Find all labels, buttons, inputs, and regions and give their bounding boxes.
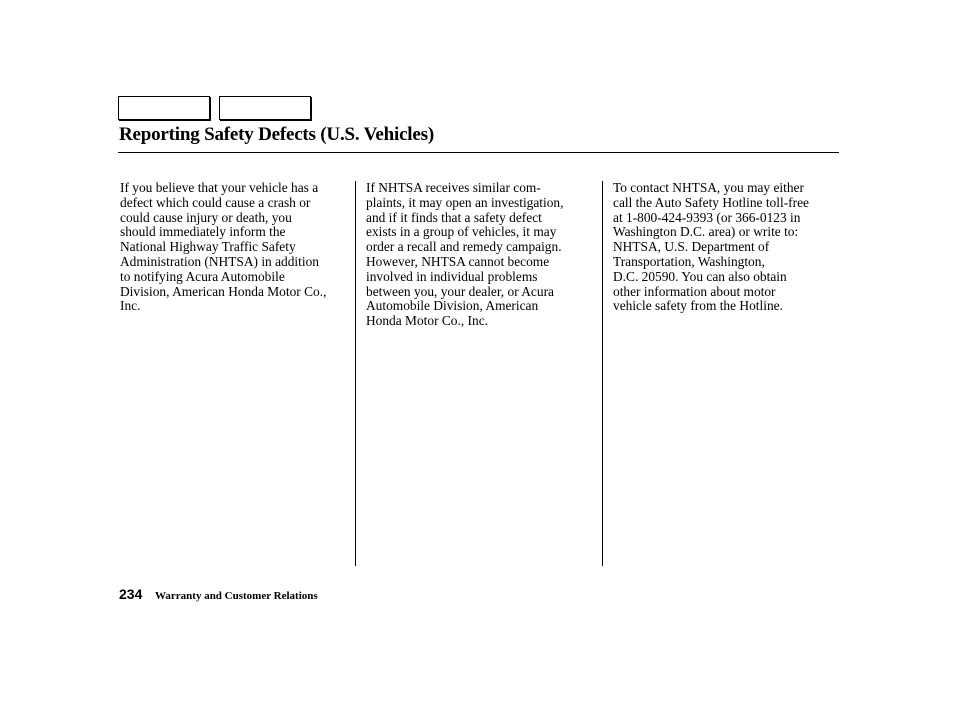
text-line: involved in individual problems xyxy=(366,268,538,284)
text-line: plaints, it may open an investigation, xyxy=(366,194,564,210)
text-line: vehicle safety from the Hotline. xyxy=(613,298,783,314)
text-line: NHTSA, U.S. Department of xyxy=(613,239,770,255)
text-line: National Highway Traffic Safety xyxy=(120,239,296,255)
text-column-2 xyxy=(366,181,598,329)
text-line: other information about motor xyxy=(613,283,776,299)
text-line: Honda Motor Co., Inc. xyxy=(366,313,488,329)
text-line: If NHTSA receives similar com- xyxy=(366,180,541,195)
column-divider xyxy=(355,181,356,566)
text-line: Division, American Honda Motor Co., xyxy=(120,283,327,299)
text-line: Automobile Division, American xyxy=(366,298,539,314)
text-line: order a recall and remedy campaign. xyxy=(366,239,562,255)
text-line: D.C. 20590. You can also obtain xyxy=(613,268,787,284)
text-line: call the Auto Safety Hotline toll-free xyxy=(613,194,809,210)
text-line: should immediately inform the xyxy=(120,224,286,240)
footer-section-name: Warranty and Customer Relations xyxy=(155,590,318,602)
nav-button-previous[interactable] xyxy=(118,96,210,120)
page-number: 234 xyxy=(119,586,143,602)
title-rule-divider xyxy=(118,152,839,153)
text-line: at 1-800-424-9393 (or 366-0123 in xyxy=(613,209,801,225)
text-line: to notifying Acura Automobile xyxy=(120,268,285,284)
text-line: If you believe that your vehicle has a xyxy=(120,180,319,195)
text-line: between you, your dealer, or Acura xyxy=(366,283,554,299)
text-line: Inc. xyxy=(120,298,141,314)
page-title: Reporting Safety Defects (U.S. Vehicles) xyxy=(119,124,434,145)
text-line: and if it finds that a safety defect xyxy=(366,209,542,225)
text-line: Administration (NHTSA) in addition xyxy=(120,253,319,269)
text-column-1 xyxy=(120,181,352,314)
text-line: Washington D.C. area) or write to: xyxy=(613,224,799,240)
text-line: Transportation, Washington, xyxy=(613,253,765,269)
column-divider xyxy=(602,181,603,566)
text-column-3 xyxy=(613,181,845,314)
text-line: However, NHTSA cannot become xyxy=(366,253,550,269)
text-line: defect which could cause a crash or xyxy=(120,194,311,210)
text-line: could cause injury or death, you xyxy=(120,209,292,225)
nav-button-next[interactable] xyxy=(219,96,311,120)
text-line: exists in a group of vehicles, it may xyxy=(366,224,557,240)
text-line: To contact NHTSA, you may either xyxy=(613,180,804,195)
